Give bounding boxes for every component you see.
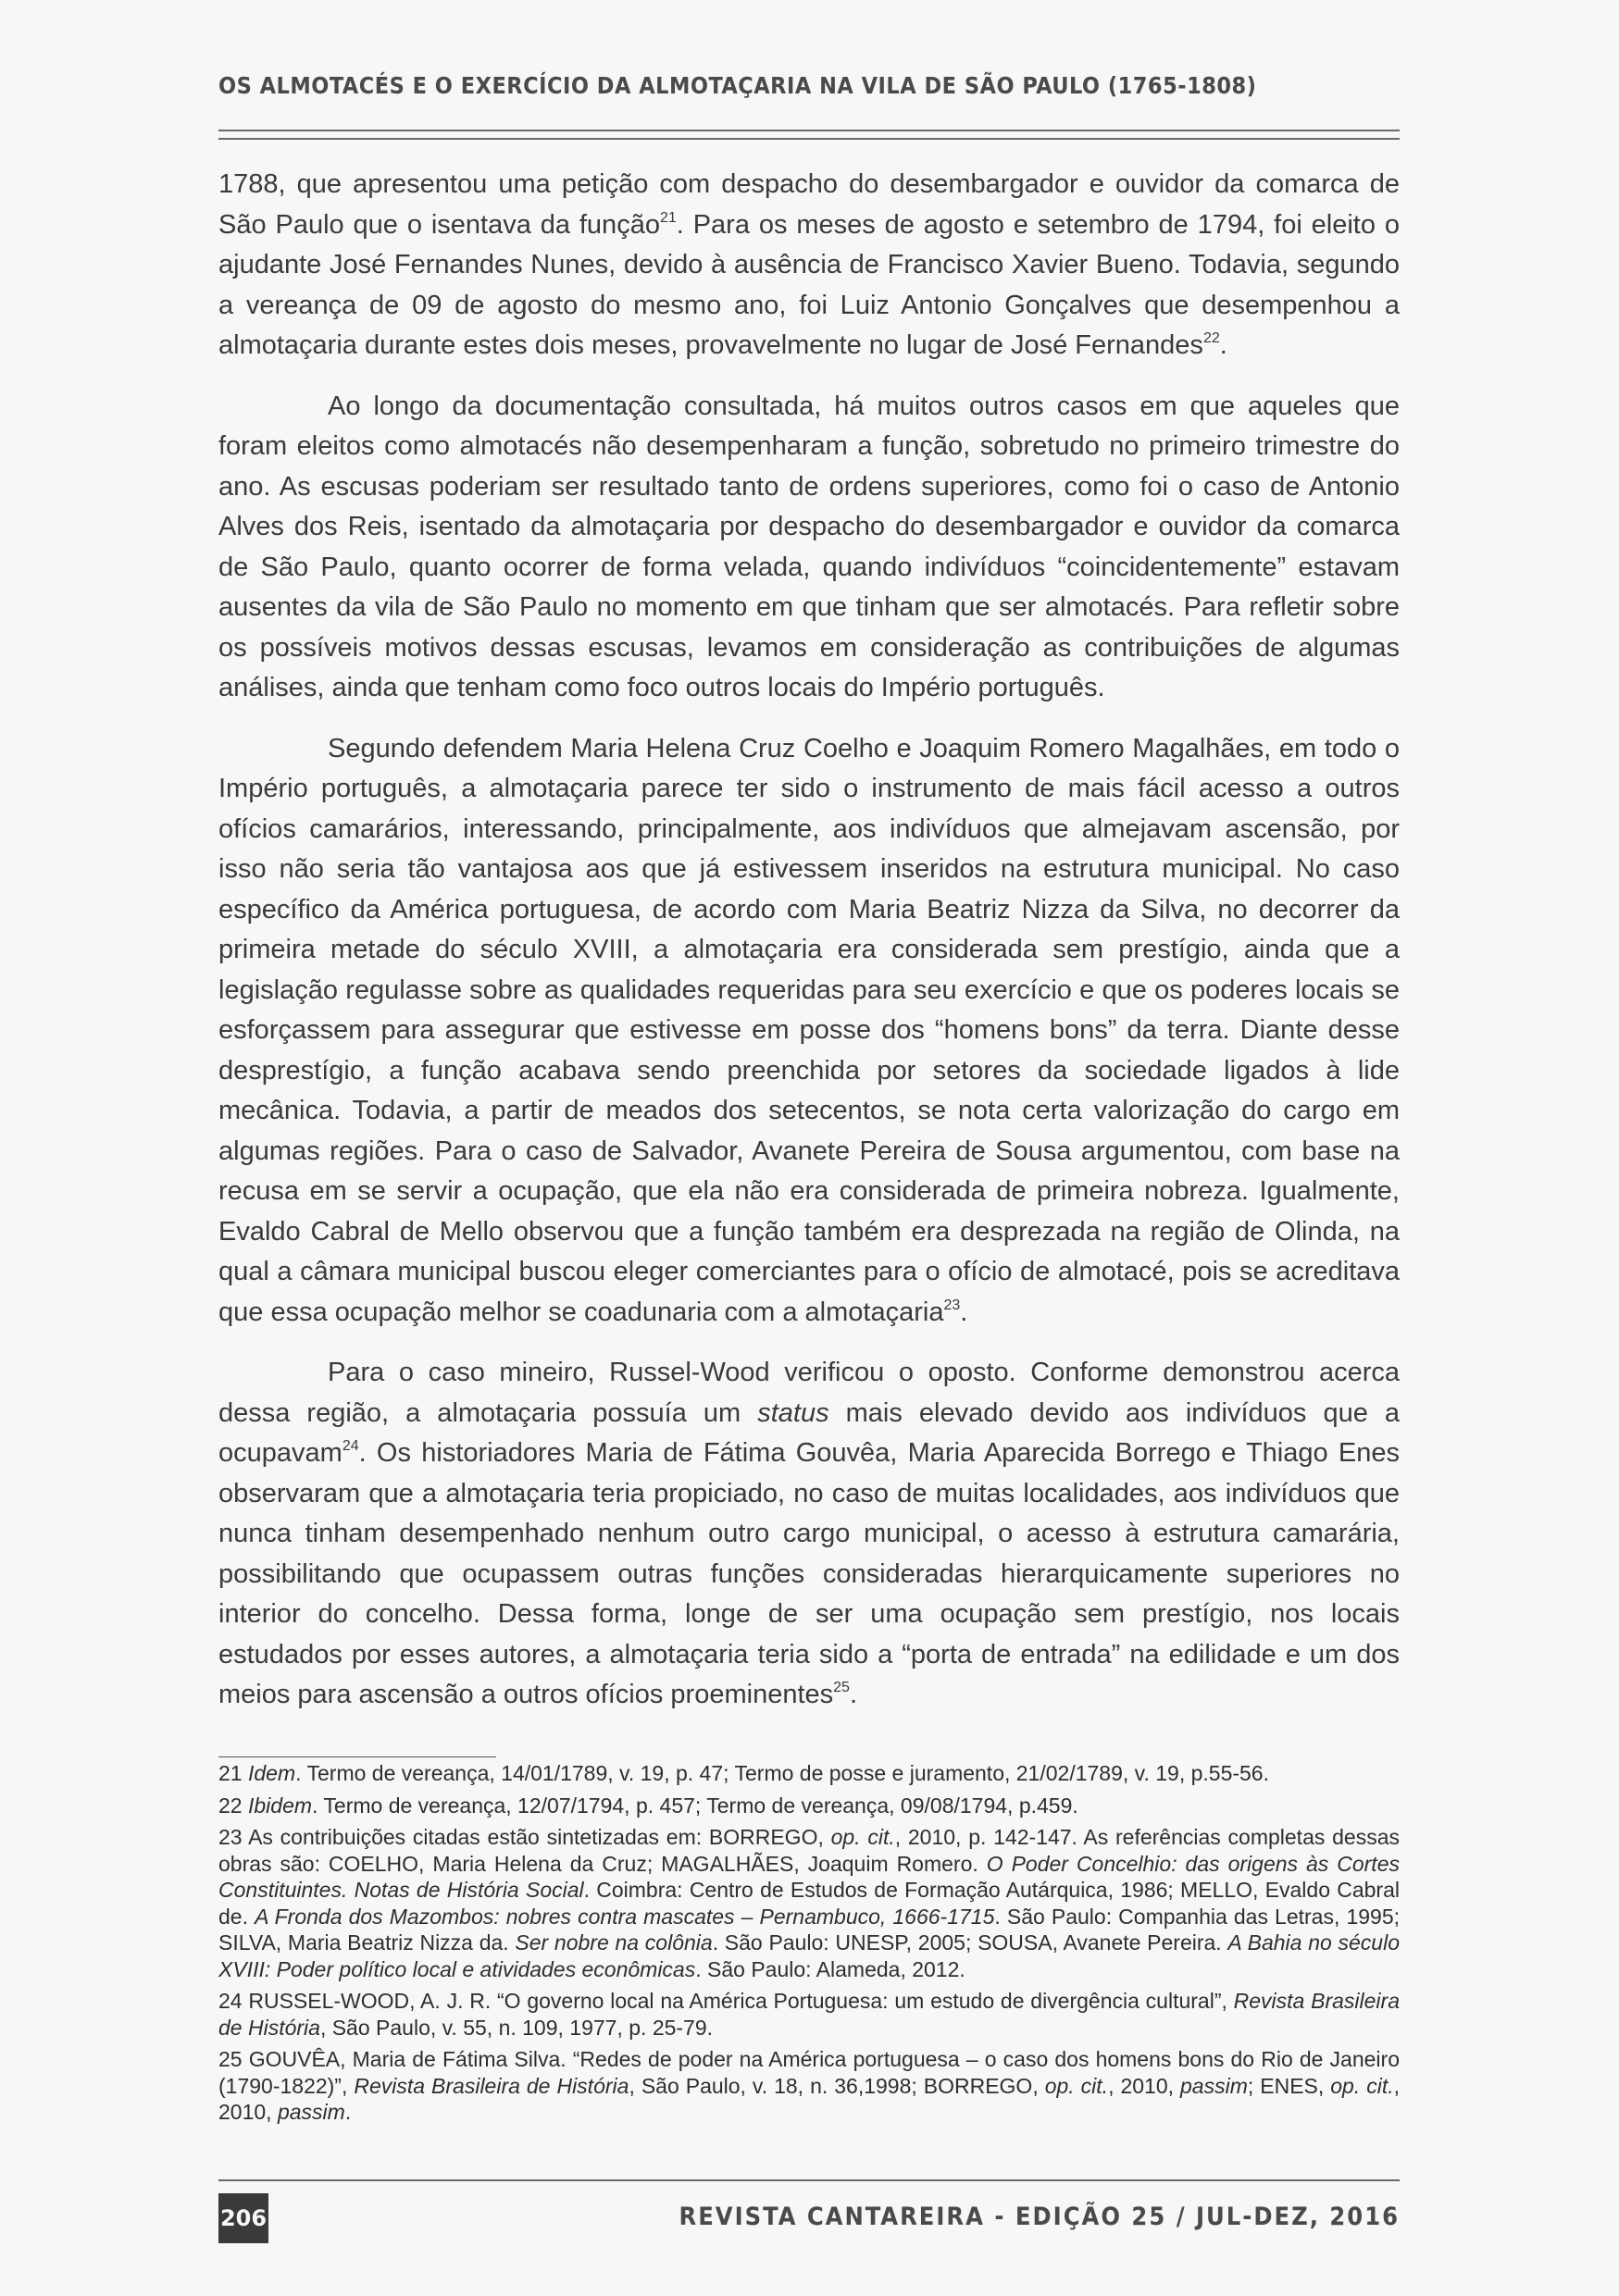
emphasis: Revista Brasileira de História	[354, 2073, 629, 2098]
text-span: . São Paulo: Companhia das Letras, 1995; SILVA, Maria Beatriz Nizza da.	[218, 1904, 1400, 1955]
footer-rule	[218, 2179, 1400, 2181]
emphasis: O Poder Concelhio: das origens às Cortes Constituintes. Notas de História Social	[218, 1851, 1400, 1902]
text-span: . São Paulo: UNESP, 2005; SOUSA, Avanete Pereira.	[712, 1930, 1228, 1955]
text-span: .	[960, 1297, 968, 1327]
paragraph-4	[218, 1353, 1400, 1716]
text-span: . Para os meses de agosto e setembro de 1794, foi eleito o ajudante José Fernandes Nunes, devido à ausência de Francisco Xavier Bueno. Todavia, segundo a vereança de 09 de agosto do mesmo ano, foi Luiz Antonio Gonçalves que desempenhou a almotaçaria durante estes dois meses, provavelmente no lugar de José Fernandes	[218, 209, 1401, 360]
text-span: 25 GOUVÊA, Maria de Fátima Silva. “Redes de poder na América portuguesa – o caso dos homens bons do Rio de Janeiro (1790-1822)”,	[218, 2047, 1400, 2098]
footnotes	[218, 1760, 1400, 2131]
emphasis: op. cit.	[1330, 2073, 1394, 2098]
article-body	[218, 165, 1400, 1736]
paragraph-1	[218, 165, 1400, 366]
paragraph-2: Ao longo da documentação consultada, há muitos outros casos em que aqueles que foram eleitos como almotacés não desempenharam a função, sobretudo no primeiro trimestre do ano. As escusas poderiam ser resultado tanto de ordens superiores, como foi o caso de Antonio Alves dos Reis, isentado da almotaçaria por despacho do desembargador e ouvidor da comarca de São Paulo, quanto ocorrer de forma velada, quando indivíduos “coincidentemente” estavam ausentes da vila de São Paulo no momento em que tinham que ser almotacés. Para refletir sobre os possíveis motivos dessas escusas, levamos em consideração as contribuições de algumas análises, ainda que tenham como foco outros locais do Império português.	[218, 391, 1400, 702]
header-double-rule	[218, 130, 1400, 140]
text-span: . Termo de vereança, 14/01/1789, v. 19, p. 47; Termo de posse e juramento, 21/02/1789, v. 19, p.55-56.	[295, 1761, 1269, 1785]
emphasis: Idem	[247, 1761, 296, 1785]
footnote-ref-21[interactable]: 21	[659, 209, 677, 226]
text-span: , 2010,	[1108, 2073, 1180, 2098]
emphasis: passim	[1180, 2073, 1248, 2098]
footnote-25	[218, 2046, 1400, 2126]
text-span: Para o caso mineiro, Russel-Wood verificou o oposto. Conforme demonstrou acerca dessa região, a almotaçaria possuía um	[218, 1358, 1400, 1428]
emphasis: op. cit.	[830, 1825, 895, 1849]
text-span: . São Paulo: Alameda, 2012.	[695, 1956, 965, 1981]
text-span: mais elevado devido aos indivíduos que a ocupavam	[218, 1397, 1400, 1468]
footnote-ref-24[interactable]: 24	[342, 1438, 359, 1454]
footnote-23	[218, 1824, 1400, 1982]
emphasis: Ibidem	[247, 1793, 313, 1818]
footnote-24	[218, 1988, 1400, 2041]
emphasis: A Fronda dos Mazombos: nobres contra mascates – Pernambuco, 1666-1715	[255, 1904, 995, 1929]
text-span: . Termo de vereança, 12/07/1794, p. 457; Termo de vereança, 09/08/1794, p.459.	[312, 1793, 1078, 1818]
journal-footer: REVISTA CANTAREIRA - EDIÇÃO 25 / JUL-DEZ, 2016	[679, 2203, 1400, 2231]
text-span: .	[344, 2100, 352, 2124]
footnote-ref-22[interactable]: 22	[1202, 330, 1220, 346]
emphasis: Ser nobre na colônia	[515, 1930, 713, 1955]
emphasis: passim	[277, 2100, 345, 2124]
footnote-ref-25[interactable]: 25	[833, 1680, 850, 1695]
text-span: , São Paulo, v. 18, n. 36,1998; BORREGO,	[629, 2073, 1045, 2098]
text-span: .	[849, 1680, 857, 1709]
text-span: 23 As contribuições citadas estão sintetizadas em: BORREGO,	[218, 1825, 831, 1849]
text-span: . Os historiadores Maria de Fátima Gouvêa, Maria Aparecida Borrego e Thiago Enes observaram que a almotaçaria teria propiciado, no caso de muitas localidades, aos indivíduos que nunca tinham desempenhado nenhum outro cargo municipal, o acesso à estrutura camarária, possibilitando que ocupassem outras funções consideradas hierarquicamente superiores no interior do concelho. Dessa forma, longe de ser uma ocupação sem prestígio, nos locais estudados por esses autores, a almotaçaria teria sido a “porta de entrada” na edilidade e um dos meios para ascensão a outros ofícios proeminentes	[218, 1438, 1400, 1709]
text-span: Segundo defendem Maria Helena Cruz Coelho e Joaquim Romero Magalhães, em todo o Império português, a almotaçaria parece ter sido o instrumento de mais fácil acesso a outros ofícios camarários, interessando, principalmente, aos indivíduos que almejavam ascensão, por isso não seria tão vantajosa aos que já estivessem inseridos na estrutura municipal. No caso específico da América portuguesa, de acordo com Maria Beatriz Nizza da Silva, no decorrer da primeira metade do século XVIII, a almotaçaria era considerada sem prestígio, ainda que a legislação regulasse sobre as qualidades requeridas para seu exercício e que os poderes locais se esforçassem para assegurar que estivesse em posse dos “homens bons” da terra. Diante desse desprestígio, a função acabava sendo preenchida por setores da sociedade ligados à lide mecânica. Todavia, a partir de meados dos setecentos, se nota certa valorização do cargo em algumas regiões. Para o caso de Salvador, Avanete Pereira de Sousa argumentou, com base na recusa em se servir a ocupação, que ela não era considerada de primeira nobreza. Igualmente, Evaldo Cabral de Mello observou que a função também era desprezada na região de Olinda, na qual a câmara municipal buscou eleger comerciantes para o ofício de almotacé, pois se acreditava que essa ocupação melhor se coadunaria com a almotaçaria	[218, 733, 1400, 1327]
footnote-21	[218, 1760, 1400, 1787]
footnote-separator	[218, 1756, 496, 1757]
text-span: , 2010, p. 142-147. As referências completas dessas obras são: COELHO, Maria Helena da Cruz; MAGALHÃES, Joaquim Romero.	[218, 1825, 1400, 1876]
emphasis: op. cit.	[1044, 2073, 1109, 2098]
text-span: .	[1219, 330, 1227, 360]
running-header: OS ALMOTACÉS E O EXERCÍCIO DA ALMOTAÇARIA NA VILA DE SÃO PAULO (1765-1808)	[218, 72, 1257, 99]
footnote-number: 21	[218, 1761, 248, 1785]
text-span: ; ENES,	[1247, 2073, 1331, 2098]
page-number: 206	[218, 2193, 268, 2243]
emphasis: status	[757, 1397, 829, 1428]
emphasis: A Bahia no século XVIII: Poder político local e atividades econômicas	[218, 1930, 1400, 1981]
footnote-number: 22	[218, 1793, 248, 1818]
footnote-ref-23[interactable]: 23	[943, 1297, 961, 1313]
emphasis: Revista Brasileira de História	[218, 1989, 1400, 2040]
text-span: , 2010,	[218, 2073, 1400, 2124]
text-span: 1788, que apresentou uma petição com despacho do desembargador e ouvidor da comarca de São Paulo que o isentava da função	[218, 169, 1400, 240]
paragraph-3	[218, 729, 1400, 1334]
text-span: 24 RUSSEL-WOOD, A. J. R. “O governo local na América Portuguesa: um estudo de divergência cultural”,	[218, 1989, 1234, 2013]
text-span: , São Paulo, v. 55, n. 109, 1977, p. 25-79.	[319, 2015, 714, 2040]
footnote-22	[218, 1793, 1400, 1819]
text-span: . Coimbra: Centro de Estudos de Formação Autárquica, 1986; MELLO, Evaldo Cabral de.	[218, 1878, 1400, 1929]
